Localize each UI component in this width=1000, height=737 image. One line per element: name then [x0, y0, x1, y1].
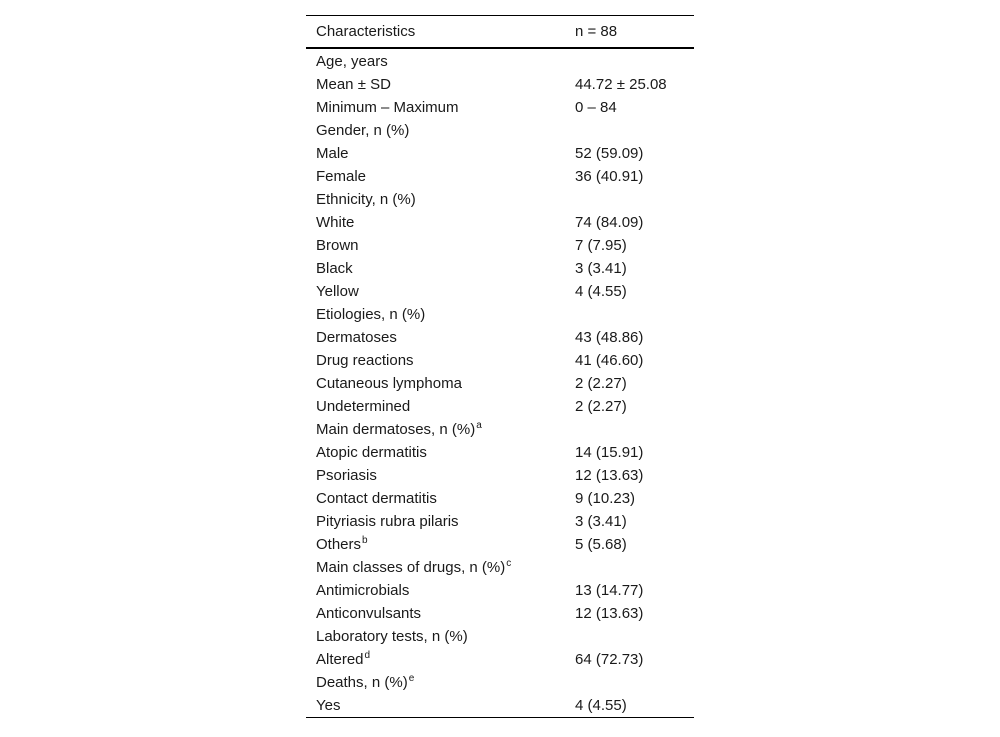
row-value: 7 (7.95)	[575, 237, 627, 254]
footnote-marker: c	[506, 558, 512, 569]
row-label: Contact dermatitis	[316, 490, 437, 507]
table-row	[306, 349, 694, 372]
row-value: 12 (13.63)	[575, 467, 644, 484]
row-value: 14 (15.91)	[575, 444, 644, 461]
table-row	[306, 625, 694, 648]
row-label: Undetermined	[316, 398, 411, 415]
footnote-marker: a	[476, 420, 482, 431]
row-value: 5 (5.68)	[575, 536, 627, 553]
row-value: 13 (14.77)	[575, 582, 644, 599]
row-label: Main dermatoses, n (%)	[316, 421, 476, 438]
row-value: 41 (46.60)	[575, 352, 644, 369]
row-label: Ethnicity, n (%)	[316, 191, 416, 208]
row-label-cell	[306, 487, 565, 510]
row-value: 2 (2.27)	[575, 375, 627, 392]
row-label-cell	[306, 257, 565, 280]
table-body	[306, 48, 694, 718]
table-row	[306, 441, 694, 464]
table-row	[306, 694, 694, 718]
row-label: Dermatoses	[316, 329, 397, 346]
table-row	[306, 211, 694, 234]
row-label-cell	[306, 119, 565, 142]
row-value: 74 (84.09)	[575, 214, 644, 231]
row-value	[565, 303, 694, 326]
header-characteristics: Characteristics	[316, 23, 416, 40]
row-label-cell	[306, 349, 565, 372]
row-label-cell	[306, 50, 565, 73]
row-value: 2 (2.27)	[575, 398, 627, 415]
row-label: Antimicrobials	[316, 582, 410, 599]
row-value	[565, 556, 694, 579]
row-label-cell	[306, 602, 565, 625]
row-label: Deaths, n (%)	[316, 674, 408, 691]
row-value: 3 (3.41)	[575, 513, 627, 530]
row-label: White	[316, 214, 355, 231]
table-row	[306, 165, 694, 188]
row-label-cell	[306, 533, 565, 556]
header-row	[306, 16, 694, 49]
row-label: Main classes of drugs, n (%)	[316, 559, 506, 576]
row-value: 44.72 ± 25.08	[575, 76, 667, 93]
row-label: Atopic dermatitis	[316, 444, 427, 461]
row-label-cell	[306, 418, 565, 441]
row-label-cell	[306, 165, 565, 188]
table-row	[306, 579, 694, 602]
row-label: Age, years	[316, 53, 388, 70]
row-value: 4 (4.55)	[575, 283, 627, 300]
row-label-cell	[306, 96, 565, 119]
table-row	[306, 326, 694, 349]
row-label-cell	[306, 372, 565, 395]
table-row	[306, 464, 694, 487]
characteristics-table-container	[306, 15, 694, 718]
row-label: Yellow	[316, 283, 359, 300]
row-label: Others	[316, 536, 362, 553]
row-label-cell	[306, 694, 565, 718]
table-row	[306, 119, 694, 142]
table-row	[306, 50, 694, 73]
table-header	[306, 16, 694, 49]
row-label-cell	[306, 464, 565, 487]
characteristics-table	[306, 15, 694, 718]
table-row	[306, 280, 694, 303]
row-label-cell	[306, 671, 565, 694]
row-label-cell	[306, 303, 565, 326]
row-label-cell	[306, 326, 565, 349]
row-value	[565, 119, 694, 142]
row-label-cell	[306, 73, 565, 96]
row-label: Minimum – Maximum	[316, 99, 459, 116]
row-value: 64 (72.73)	[575, 651, 644, 668]
row-label: Female	[316, 168, 367, 185]
row-label-cell	[306, 280, 565, 303]
row-label: Laboratory tests, n (%)	[316, 628, 468, 645]
row-label-cell	[306, 556, 565, 579]
table-row	[306, 142, 694, 165]
row-label: Brown	[316, 237, 359, 254]
row-label-cell	[306, 234, 565, 257]
row-label-cell	[306, 211, 565, 234]
row-label-cell	[306, 142, 565, 165]
row-label: Psoriasis	[316, 467, 377, 484]
row-value: 0 – 84	[575, 99, 617, 116]
row-label-cell	[306, 648, 565, 671]
row-value	[565, 625, 694, 648]
row-label: Pityriasis rubra pilaris	[316, 513, 459, 530]
footnote-marker: d	[364, 650, 371, 661]
table-row	[306, 372, 694, 395]
row-label-cell	[306, 441, 565, 464]
footnote-marker: b	[362, 535, 368, 546]
table-row	[306, 510, 694, 533]
row-value	[565, 50, 694, 73]
table-row	[306, 257, 694, 280]
table-row	[306, 418, 694, 441]
row-label: Yes	[316, 697, 341, 714]
row-label-cell	[306, 625, 565, 648]
row-label: Gender, n (%)	[316, 122, 410, 139]
row-label: Etiologies, n (%)	[316, 306, 426, 323]
table-row	[306, 303, 694, 326]
table-row	[306, 556, 694, 579]
table-row	[306, 96, 694, 119]
row-value: 52 (59.09)	[575, 145, 644, 162]
header-n: n = 88	[575, 23, 618, 40]
row-value	[565, 418, 694, 441]
table-row	[306, 73, 694, 96]
row-label: Anticonvulsants	[316, 605, 422, 622]
table-row	[306, 234, 694, 257]
row-value: 12 (13.63)	[575, 605, 644, 622]
table-row	[306, 671, 694, 694]
row-value: 4 (4.55)	[575, 697, 627, 714]
row-value: 9 (10.23)	[575, 490, 636, 507]
row-label: Cutaneous lymphoma	[316, 375, 462, 392]
row-label-cell	[306, 579, 565, 602]
row-label: Black	[316, 260, 353, 277]
row-label-cell	[306, 188, 565, 211]
row-value	[565, 671, 694, 694]
table-row	[306, 188, 694, 211]
table-row	[306, 395, 694, 418]
row-value: 3 (3.41)	[575, 260, 627, 277]
row-label: Altered	[316, 651, 364, 668]
row-label: Drug reactions	[316, 352, 414, 369]
row-label-cell	[306, 395, 565, 418]
table-row	[306, 487, 694, 510]
row-value: 36 (40.91)	[575, 168, 644, 185]
row-label: Male	[316, 145, 349, 162]
row-value: 43 (48.86)	[575, 329, 644, 346]
table-row	[306, 648, 694, 671]
row-value	[565, 188, 694, 211]
footnote-marker: e	[408, 673, 415, 684]
row-label-cell	[306, 510, 565, 533]
table-row	[306, 533, 694, 556]
row-label: Mean ± SD	[316, 76, 391, 93]
table-row	[306, 602, 694, 625]
